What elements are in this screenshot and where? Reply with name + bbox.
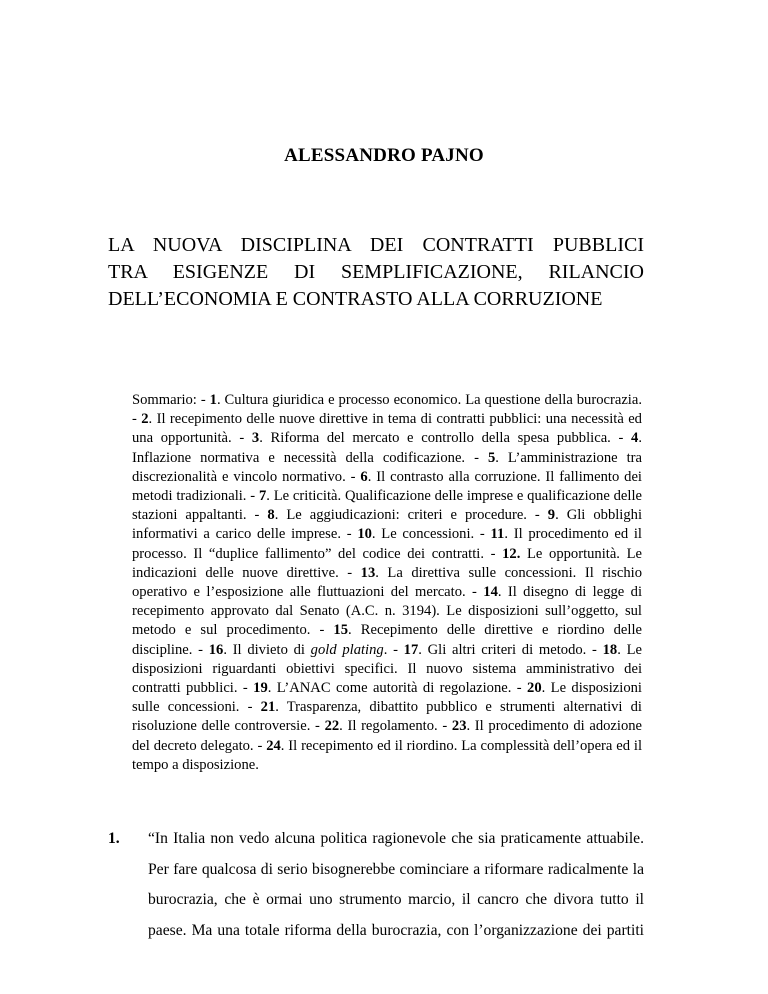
summary-item-number: 24	[266, 737, 281, 754]
summary-item-number: 13	[360, 564, 376, 581]
summary-item-number: 11	[490, 526, 505, 543]
author-name: ALESSANDRO PAJNO	[284, 145, 484, 166]
summary-item-number: 4	[631, 430, 639, 447]
summary-item-number: 9	[547, 507, 556, 524]
summary-item-number: 10	[357, 526, 372, 543]
summary-item-text: . Gli obblighi informativi a carico delle imprese. -	[132, 507, 642, 543]
summary-item-number: 12.	[502, 545, 521, 562]
summary-item-text: Le opportunità. Le indicazioni delle nuove direttive. -	[132, 545, 642, 581]
summary-item-number: 5	[487, 449, 496, 466]
summary-item-text: . Gli altri criteri di metodo. -	[418, 641, 603, 658]
summary-item-text: . L’amministrazione tra discrezionalità e vincolo normativo. -	[132, 449, 642, 485]
summary-item-number: 15	[333, 622, 349, 639]
title-line: TRA ESIGENZE DI SEMPLIFICAZIONE, RILANCIO	[108, 261, 644, 283]
summary-item-number: 2	[141, 411, 149, 428]
summary-item-text: . Inflazione normativa e necessità della codificazione. -	[132, 430, 642, 466]
section-1	[108, 824, 644, 946]
summary-item-text: . Il disegno di legge di recepimento approvato dal Senato (A.C. n. 3194). Le disposizioni sull’oggetto, sul metodo e sul procedimento. -	[132, 584, 642, 639]
summary-item-number: 1	[209, 392, 217, 408]
summary-item-number: 3	[251, 430, 260, 447]
summary-item-number: 23	[451, 718, 467, 735]
summary-item-text: . L’ANAC come autorità di regolazione. -	[267, 680, 528, 697]
summary-item-number: 18	[602, 641, 618, 658]
summary-item-text: . Il regolamento. -	[339, 718, 452, 735]
body-line: Per fare qualcosa di serio bisognerebbe cominciare a riformare radicalmente la	[148, 860, 644, 878]
summary-item-text: . La direttiva sulle concessioni. Il rischio operativo e l’esposizione alle fluttuazioni del mercato. -	[132, 564, 642, 601]
summary-item-text: . Il contrasto alla corruzione. Il fallimento dei metodi tradizionali. -	[132, 468, 642, 505]
title-line: DELL’ECONOMIA E CONTRASTO ALLA CORRUZIONE	[108, 288, 603, 310]
summary-item-number: 14	[483, 584, 498, 601]
body-line: burocrazia, che è ormai uno strumento marcio, il cancro che divora tutto il	[148, 891, 644, 909]
document-title	[108, 232, 644, 313]
summary-item-number: 22	[324, 718, 340, 735]
summary-item-text: . Il divieto di	[223, 641, 311, 658]
summary-label: Sommario: -	[132, 392, 210, 408]
summary-item-text: . Recepimento delle direttive e riordino delle discipline. -	[132, 622, 642, 658]
summary-item-text: . Cultura giuridica e processo economico. La questione della burocrazia. -	[132, 392, 642, 428]
summary-item-number: 17	[403, 641, 419, 658]
body-line: “In Italia non vedo alcuna politica ragionevole che sia praticamente attuabile.	[148, 830, 644, 847]
section-body	[148, 824, 644, 946]
summary-item-text: . Riforma del mercato e controllo della spesa pubblica. -	[259, 430, 632, 447]
summary-item-number: 7	[258, 488, 267, 505]
summary-item-number: 20	[527, 680, 542, 697]
title-line: LA NUOVA DISCIPLINA DEI CONTRATTI PUBBLICI	[108, 234, 644, 256]
summary-item-number: 21	[260, 699, 276, 716]
summary-item-text: . Le concessioni. -	[371, 526, 491, 543]
summary-paragraph	[132, 391, 642, 775]
section-number: 1.	[108, 830, 120, 847]
body-line: paese. Ma una totale riforma della burocrazia, con l’organizzazione dei partiti	[148, 921, 644, 939]
summary-item-number: 6	[360, 468, 368, 485]
summary-item-text: . Il procedimento ed il processo. Il “duplice fallimento” del codice dei contratti. -	[132, 526, 642, 562]
summary-item-text: . Le disposizioni sulle concessioni. -	[132, 680, 642, 716]
summary-item-text: . Le criticità. Qualificazione delle imprese e qualificazione delle stazioni appaltanti. -	[132, 488, 642, 524]
summary-item-number: 16	[208, 641, 224, 658]
summary-item-number: 8	[267, 507, 275, 524]
summary-item-text: . Le aggiudicazioni: criteri e procedure. -	[274, 507, 548, 524]
summary-item-text: . Trasparenza, dibattito pubblico e strumenti alternativi di risoluzione delle controversie. -	[132, 699, 642, 735]
summary-item-text: . -	[383, 641, 404, 658]
summary-item-text: . Le disposizioni riguardanti obiettivi specifici. Il nuovo sistema amministrativo dei contratti pubblici. -	[132, 641, 642, 697]
summary-item-italic: gold plating	[310, 641, 384, 658]
summary-item-text: . Il recepimento ed il riordino. La complessità dell’opera ed il tempo a disposizione.	[132, 737, 643, 773]
summary-item-number: 19	[253, 680, 268, 697]
summary-item-text: . Il procedimento di adozione del decreto delegato. -	[132, 718, 643, 754]
summary-item-text: . Il recepimento delle nuove direttive in tema di contratti pubblici: una necessità ed una opportunità. -	[132, 411, 642, 447]
